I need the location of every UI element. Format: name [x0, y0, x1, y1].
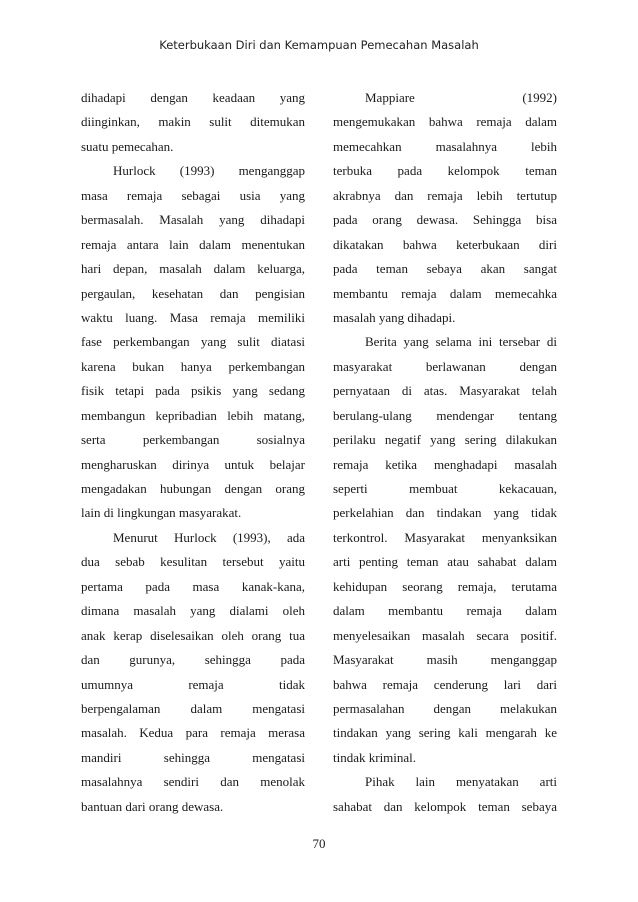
text-line: fase perkembangan yang sulit diatasi	[81, 334, 305, 350]
text-line: perkelahian dan tindakan yang tidak	[333, 505, 557, 521]
text-line: Masyarakat masih menganggap	[333, 652, 557, 668]
text-line: dua sebab kesulitan tersebut yaitu	[81, 554, 305, 570]
text-line: fisik tetapi pada psikis yang sedang	[81, 383, 305, 399]
text-line: terbuka pada kelompok teman	[333, 163, 557, 179]
text-line: arti penting teman atau sahabat dalam	[333, 554, 557, 570]
right-column	[333, 86, 557, 819]
text-line: mengharuskan dirinya untuk belajar	[81, 456, 305, 472]
text-line: masalahnya sendiri dan menolak	[81, 774, 305, 790]
text-line: membangun kepribadian lebih matang,	[81, 407, 305, 423]
text-line: Hurlock (1993) menganggap	[113, 163, 305, 179]
text-line: Mappiare (1992)	[365, 90, 557, 105]
left-column	[81, 86, 305, 819]
text-line: diinginkan, makin sulit ditemukan	[81, 114, 305, 130]
text-line: bermasalah. Masalah yang dihadapi	[81, 212, 305, 228]
text-line: pertama pada masa kanak-kana,	[81, 578, 305, 594]
text-line: anak kerap diselesaikan oleh orang tua	[81, 627, 305, 643]
text-line: dalam membantu remaja dalam	[333, 603, 557, 619]
text-line: masalah yang dihadapi.	[333, 309, 456, 325]
text-line: pernyataan di atas. Masyarakat telah	[333, 383, 557, 399]
text-line: perilaku negatif yang sering dilakukan	[333, 432, 557, 448]
text-line: pada orang dewasa. Sehingga bisa	[333, 212, 557, 228]
text-line: Berita yang selama ini tersebar di	[365, 334, 557, 350]
text-line: pergaulan, kesehatan dan pengisian	[81, 285, 305, 301]
text-line: masa remaja sebagai usia yang	[81, 187, 305, 203]
text-line: sahabat dan kelompok teman sebaya	[333, 798, 557, 814]
text-line: pada teman sebaya akan sangat	[333, 261, 557, 277]
text-line: remaja ketika menghadapi masalah	[333, 456, 557, 472]
text-line: berulang-ulang mendengar tentang	[333, 407, 557, 423]
text-line: serta perkembangan sosialnya	[81, 432, 305, 448]
text-line: waktu luang. Masa remaja memiliki	[81, 309, 305, 325]
text-line: mengemukakan bahwa remaja dalam	[333, 114, 557, 130]
running-header: Keterbukaan Diri dan Kemampuan Pemecahan Masalah	[159, 38, 479, 52]
text-line: dikatakan bahwa keterbukaan diri	[333, 236, 557, 252]
text-line: masyarakat berlawanan dengan	[333, 358, 557, 374]
text-line: mandiri sehingga mengatasi	[81, 749, 305, 765]
text-line: berpengalaman dalam mengatasi	[81, 700, 305, 716]
text-line: lain di lingkungan masyarakat.	[81, 505, 242, 521]
text-line: hari depan, masalah dalam keluarga,	[81, 261, 305, 277]
text-line: memecahkan masalahnya lebih	[333, 138, 557, 154]
text-line: remaja antara lain dalam menentukan	[81, 236, 305, 252]
text-line: seperti membuat kekacauan,	[333, 481, 557, 496]
text-line: Pihak lain menyatakan arti	[365, 774, 557, 790]
text-line: bantuan dari orang dewasa.	[81, 798, 224, 814]
text-line: dimana masalah yang dialami oleh	[81, 603, 305, 619]
text-line: Menurut Hurlock (1993), ada	[113, 529, 305, 545]
text-line: mengadakan hubungan dengan orang	[81, 481, 305, 496]
text-line: karena bukan hanya perkembangan	[81, 358, 305, 374]
text-line: kehidupan seorang remaja, terutama	[333, 578, 557, 594]
text-line: dihadapi dengan keadaan yang	[81, 90, 305, 105]
text-line: suatu pemecahan.	[81, 138, 174, 154]
text-line: tindak kriminal.	[333, 749, 417, 765]
text-line: membantu remaja dalam memecahka	[333, 285, 557, 301]
text-line: terkontrol. Masyarakat menyanksikan	[333, 529, 557, 545]
text-line: masalah. Kedua para remaja merasa	[81, 725, 305, 741]
page-number: 70	[312, 836, 326, 851]
text-line: permasalahan dengan melakukan	[333, 700, 557, 716]
text-line: akrabnya dan remaja lebih tertutup	[333, 187, 557, 203]
text-line: dan gurunya, sehingga pada	[81, 652, 305, 668]
text-line: umumnya remaja tidak	[81, 676, 305, 692]
text-line: menyelesaikan masalah secara positif.	[333, 627, 557, 643]
text-line: bahwa remaja cenderung lari dari	[333, 676, 557, 692]
text-line: tindakan yang sering kali mengarah ke	[333, 725, 557, 741]
